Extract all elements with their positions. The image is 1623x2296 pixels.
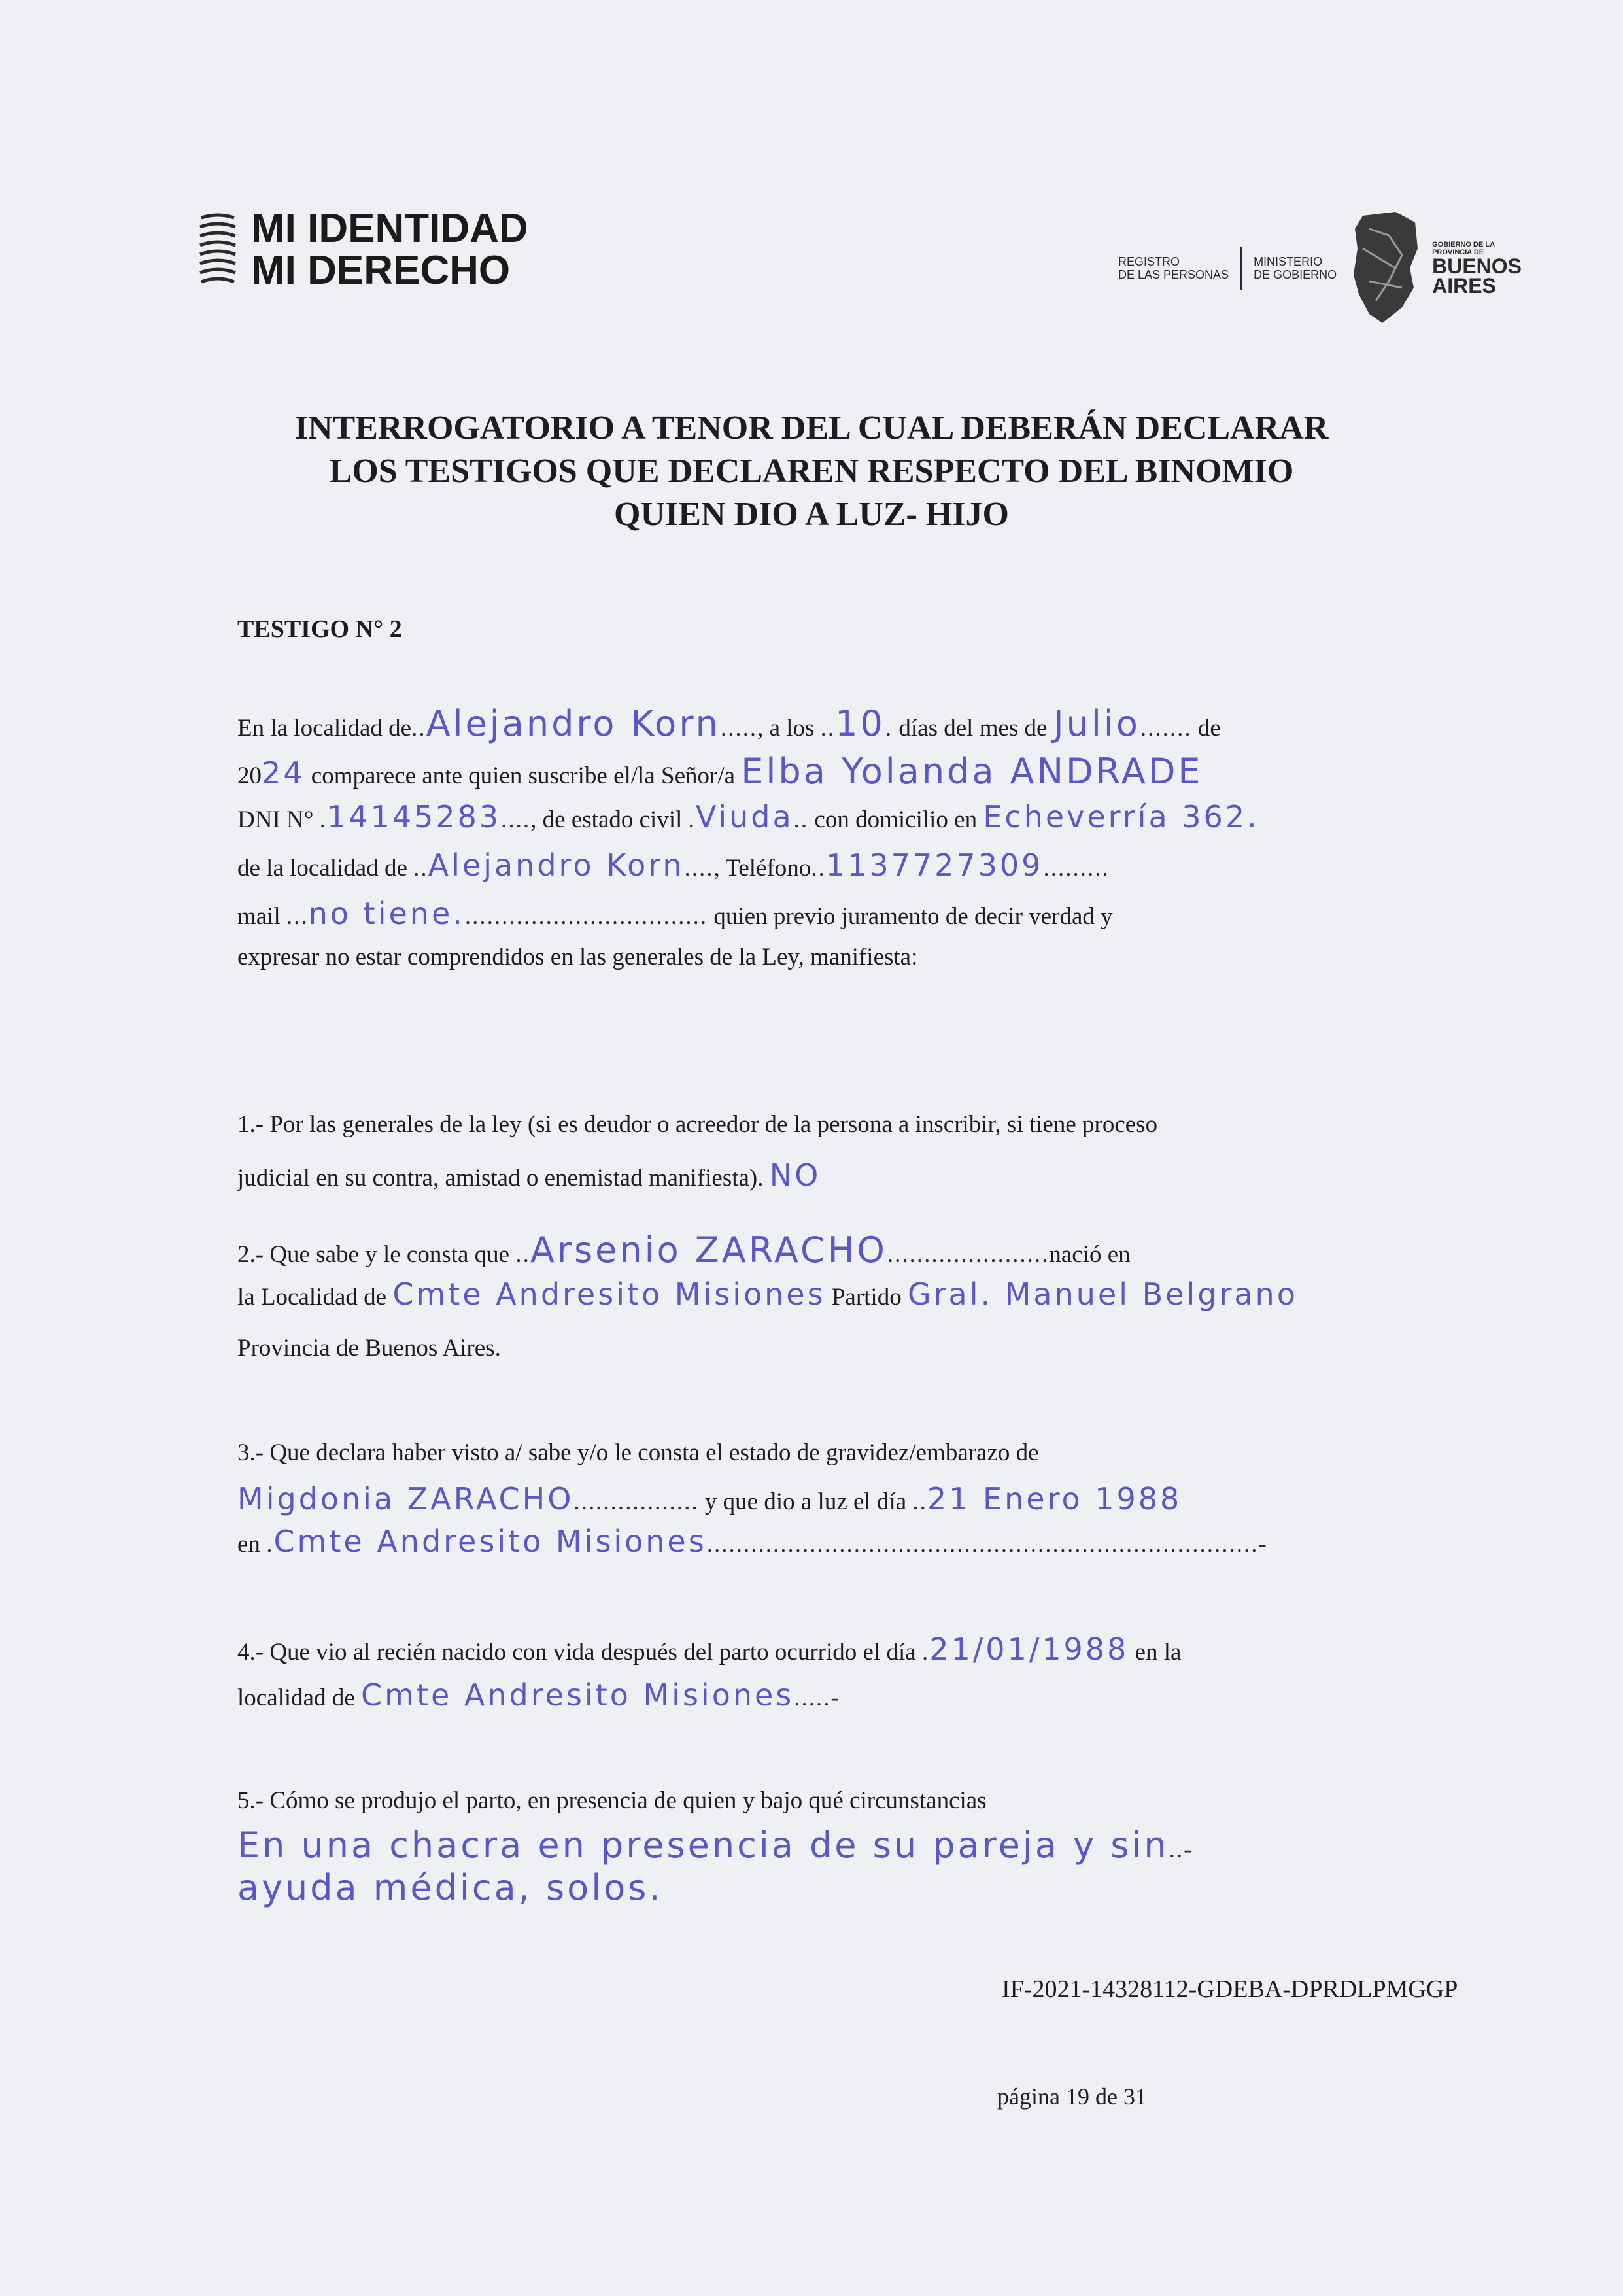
question-1-line-1 [237, 1110, 1157, 1139]
question-1-line-2 [237, 1157, 821, 1193]
year-field[interactable]: 24 [262, 755, 305, 791]
header-divider [1240, 247, 1242, 290]
question-4-line-1: 4.- Que vio al recién nacido con vida después del parto ocurrido el día .21/01/1988 en la [237, 1632, 1182, 1667]
localidad-2-field[interactable]: Alejandro Korn [428, 848, 685, 883]
estado-civil-field[interactable]: Viuda [695, 799, 794, 834]
nombre-field[interactable]: Elba Yolanda ANDRADE [741, 751, 1203, 792]
ministerio-line-2: DE GOBIERNO [1254, 268, 1337, 281]
q4-fecha-field[interactable]: 21/01/1988 [929, 1632, 1129, 1667]
logo-line-2: MI DERECHO [251, 248, 511, 293]
question-2-line-2 [237, 1277, 1298, 1312]
q5-text: 5.- Cómo se produjo el parto, en presencia de quien y bajo qué circunstancias [237, 1787, 987, 1814]
intro-text-2: , a los [757, 715, 815, 742]
title-line-2: LOS TESTIGOS QUE DECLAREN RESPECTO DEL BINOMIO [329, 453, 1294, 490]
q3-text: 3.- Que declara haber visto a/ sabe y/o le consta el estado de gravidez/embarazo de [237, 1439, 1039, 1466]
registro-line-1: REGISTRO [1118, 255, 1180, 268]
q1-answer[interactable]: NO [769, 1157, 821, 1193]
ministerio-line-1: MINISTERIO [1254, 255, 1323, 268]
intro-text-6: DNI N° [237, 806, 314, 833]
q3-fecha-field[interactable]: 21 Enero 1988 [927, 1481, 1182, 1516]
mes-field[interactable]: Julio [1053, 703, 1140, 744]
q1-text-b: judicial en su contra, amistad o enemistad manifiesta). [237, 1165, 764, 1191]
intro-line-2 [237, 751, 1203, 792]
gobierno-label [1432, 241, 1522, 296]
intro-text-12: quien previo juramento de decir verdad y [713, 903, 1113, 930]
dni-field[interactable]: 14145283 [327, 799, 502, 834]
document-id: IF-2021-14328112-GDEBA-DPRDLPMGGP [1002, 1976, 1458, 2003]
year-prefix: 20 [237, 762, 262, 789]
q2-nombre-field[interactable]: Arsenio ZARACHO [530, 1229, 887, 1271]
q3-madre-field[interactable]: Migdonia ZARACHO [237, 1481, 574, 1516]
q2-text-2: nació en [1049, 1241, 1131, 1268]
q1-text-a: 1.- Por las generales de la ley (si es deudor o acreedor de la persona a inscribir, si tiene proceso [237, 1111, 1158, 1138]
intro-line-3: DNI N° .14145283...., de estado civil .Viuda.. con domicilio en Echeverría 362. [237, 799, 1259, 834]
logo-line-1: MI IDENTIDAD [251, 206, 528, 251]
mail-field[interactable]: no tiene. [308, 896, 465, 931]
government-header [1118, 209, 1522, 327]
q2-partido-field[interactable]: Gral. Manuel Belgrano [907, 1277, 1298, 1312]
question-5-answer-1: En una chacra en presencia de su pareja y sin..- [237, 1825, 1193, 1866]
intro-text-5: comparece ante quien suscribe el/la Señor/a [311, 762, 736, 789]
fingerprint-icon [196, 211, 239, 288]
q2-text-5: Provincia de Buenos Aires. [237, 1335, 501, 1362]
intro-text-10: , Teléfono [713, 855, 811, 882]
question-5-answer-2 [237, 1867, 663, 1908]
q2-text-1: 2.- Que sabe y le consta que [237, 1241, 510, 1268]
telefono-field[interactable]: 1137727309 [825, 848, 1044, 883]
intro-text-3: días del mes de [898, 715, 1048, 742]
q4-text-3: localidad de [237, 1685, 355, 1711]
gob-line-2: PROVINCIA DE [1432, 248, 1484, 256]
intro-line-4: de la localidad de ..Alejandro Korn...., Teléfono..1137727309......... [237, 848, 1110, 883]
registro-label [1118, 255, 1229, 281]
ministerio-label [1254, 255, 1337, 281]
title-line-1: INTERROGATORIO A TENOR DEL CUAL DEBERÁN DECLARAR [294, 409, 1329, 447]
mi-identidad-logo [196, 208, 528, 292]
question-2-line-3 [237, 1334, 501, 1362]
dias-field[interactable]: 10 [835, 703, 885, 744]
document-title [0, 407, 1623, 536]
province-map-icon [1350, 209, 1422, 327]
intro-text-8: con domicilio en [814, 806, 978, 833]
gob-line-4: AIRES [1432, 274, 1496, 298]
q2-localidad-field[interactable]: Cmte Andresito Misiones [392, 1277, 826, 1312]
intro-text-7: , de estado civil [530, 806, 683, 833]
intro-text-4: de [1197, 715, 1221, 742]
q4-lugar-field[interactable]: Cmte Andresito Misiones [361, 1677, 794, 1713]
question-4-line-2: localidad de Cmte Andresito Misiones.....- [237, 1677, 840, 1713]
intro-line-5: mail ...no tiene.................................. quien previo juramento de decir verdad y [237, 896, 1113, 931]
intro-line-6 [237, 943, 917, 971]
intro-text-13: expresar no estar comprendidos en las generales de la Ley, manifiesta: [237, 944, 918, 970]
title-line-3: QUIEN DIO A LUZ- HIJO [614, 496, 1009, 533]
q5-answer-line-2[interactable]: ayuda médica, solos. [237, 1867, 663, 1908]
intro-text-11: mail [237, 903, 281, 930]
witness-number: TESTIGO N° 2 [237, 615, 402, 643]
q5-answer-line-1[interactable]: En una chacra en presencia de su pareja y sin [237, 1825, 1169, 1866]
q2-text-4: Partido [831, 1284, 902, 1311]
page-number: página 19 de 31 [997, 2083, 1147, 2110]
question-3-line-3: en .Cmte Andresito Misiones...........................................................................- [237, 1524, 1268, 1559]
gob-line-1: GOBIERNO DE LA [1432, 241, 1495, 248]
q3-lugar-field[interactable]: Cmte Andresito Misiones [273, 1524, 707, 1559]
q2-text-3: la Localidad de [237, 1284, 387, 1311]
q4-text-1: 4.- Que vio al recién nacido con vida después del parto ocurrido el día [237, 1639, 916, 1666]
intro-text-1: En la localidad de [237, 715, 412, 742]
q4-text-2: en la [1135, 1639, 1182, 1666]
question-5-line-1 [237, 1787, 987, 1815]
q3-text-2: y que dio a luz el día [704, 1488, 907, 1515]
q3-text-3: en [237, 1531, 260, 1558]
question-3-line-2: Migdonia ZARACHO................. y que dio a luz el día ..21 Enero 1988 [237, 1481, 1182, 1516]
localidad-field[interactable]: Alejandro Korn [426, 703, 721, 744]
domicilio-field[interactable]: Echeverría 362. [983, 799, 1259, 834]
registro-line-2: DE LAS PERSONAS [1118, 268, 1229, 281]
intro-line-1: En la localidad de..Alejandro Korn....., a los ..10. días del mes de Julio....... de [237, 703, 1221, 744]
question-3-line-1 [237, 1439, 1039, 1467]
question-2-line-1: 2.- Que sabe y le consta que ..Arsenio ZARACHO......................nació en [237, 1229, 1131, 1271]
intro-text-9: de la localidad de [237, 855, 407, 882]
gob-line-3: BUENOS [1432, 254, 1522, 278]
